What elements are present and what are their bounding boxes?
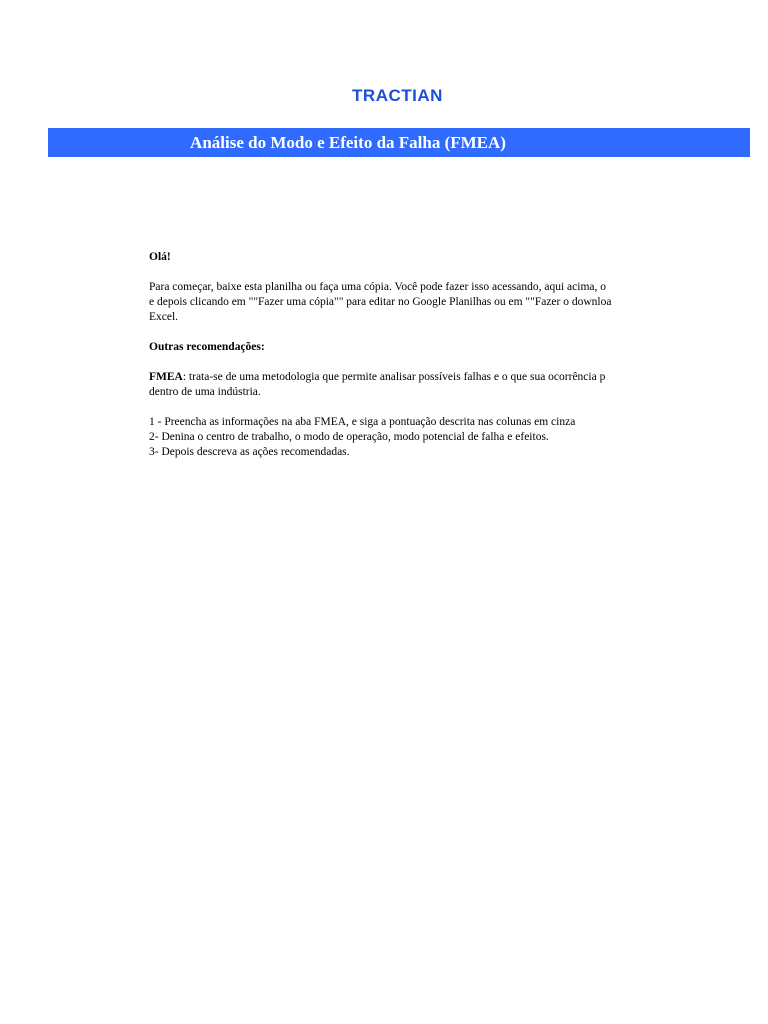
intro-line-2: e depois clicando em ""Fazer uma cópia"" para editar no Google Planilhas ou em ""Fazer o downloa [149, 296, 612, 308]
fmea-definition-line-1 [149, 370, 649, 385]
intro-line-1: Para começar, baixe esta planilha ou faça uma cópia. Você pode fazer isso acessando, aqui acima, o [149, 281, 607, 293]
page-title: Análise do Modo e Efeito da Falha (FMEA) [190, 133, 506, 152]
step-3: 3- Depois descreva as ações recomendadas. [149, 446, 350, 458]
step-2: 2- Denina o centro de trabalho, o modo de operação, modo potencial de falha e efeitos. [149, 431, 549, 443]
instructions-text [149, 250, 649, 460]
fmea-definition-line-2: dentro de uma indústria. [149, 386, 261, 398]
tractian-logo: TRACTIAN [352, 86, 443, 105]
title-band [48, 128, 750, 157]
fmea-term: FMEA [149, 371, 183, 383]
recommendations-heading: Outras recomendações: [149, 341, 265, 353]
greeting: Olá! [149, 251, 171, 263]
intro-line-3: Excel. [149, 311, 179, 323]
step-1: 1 - Preencha as informações na aba FMEA, e siga a pontuação descrita nas colunas em cinza [149, 416, 576, 428]
fmea-definition: : trata-se de uma metodologia que permite analisar possíveis falhas e o que sua ocorrência p [182, 371, 606, 383]
